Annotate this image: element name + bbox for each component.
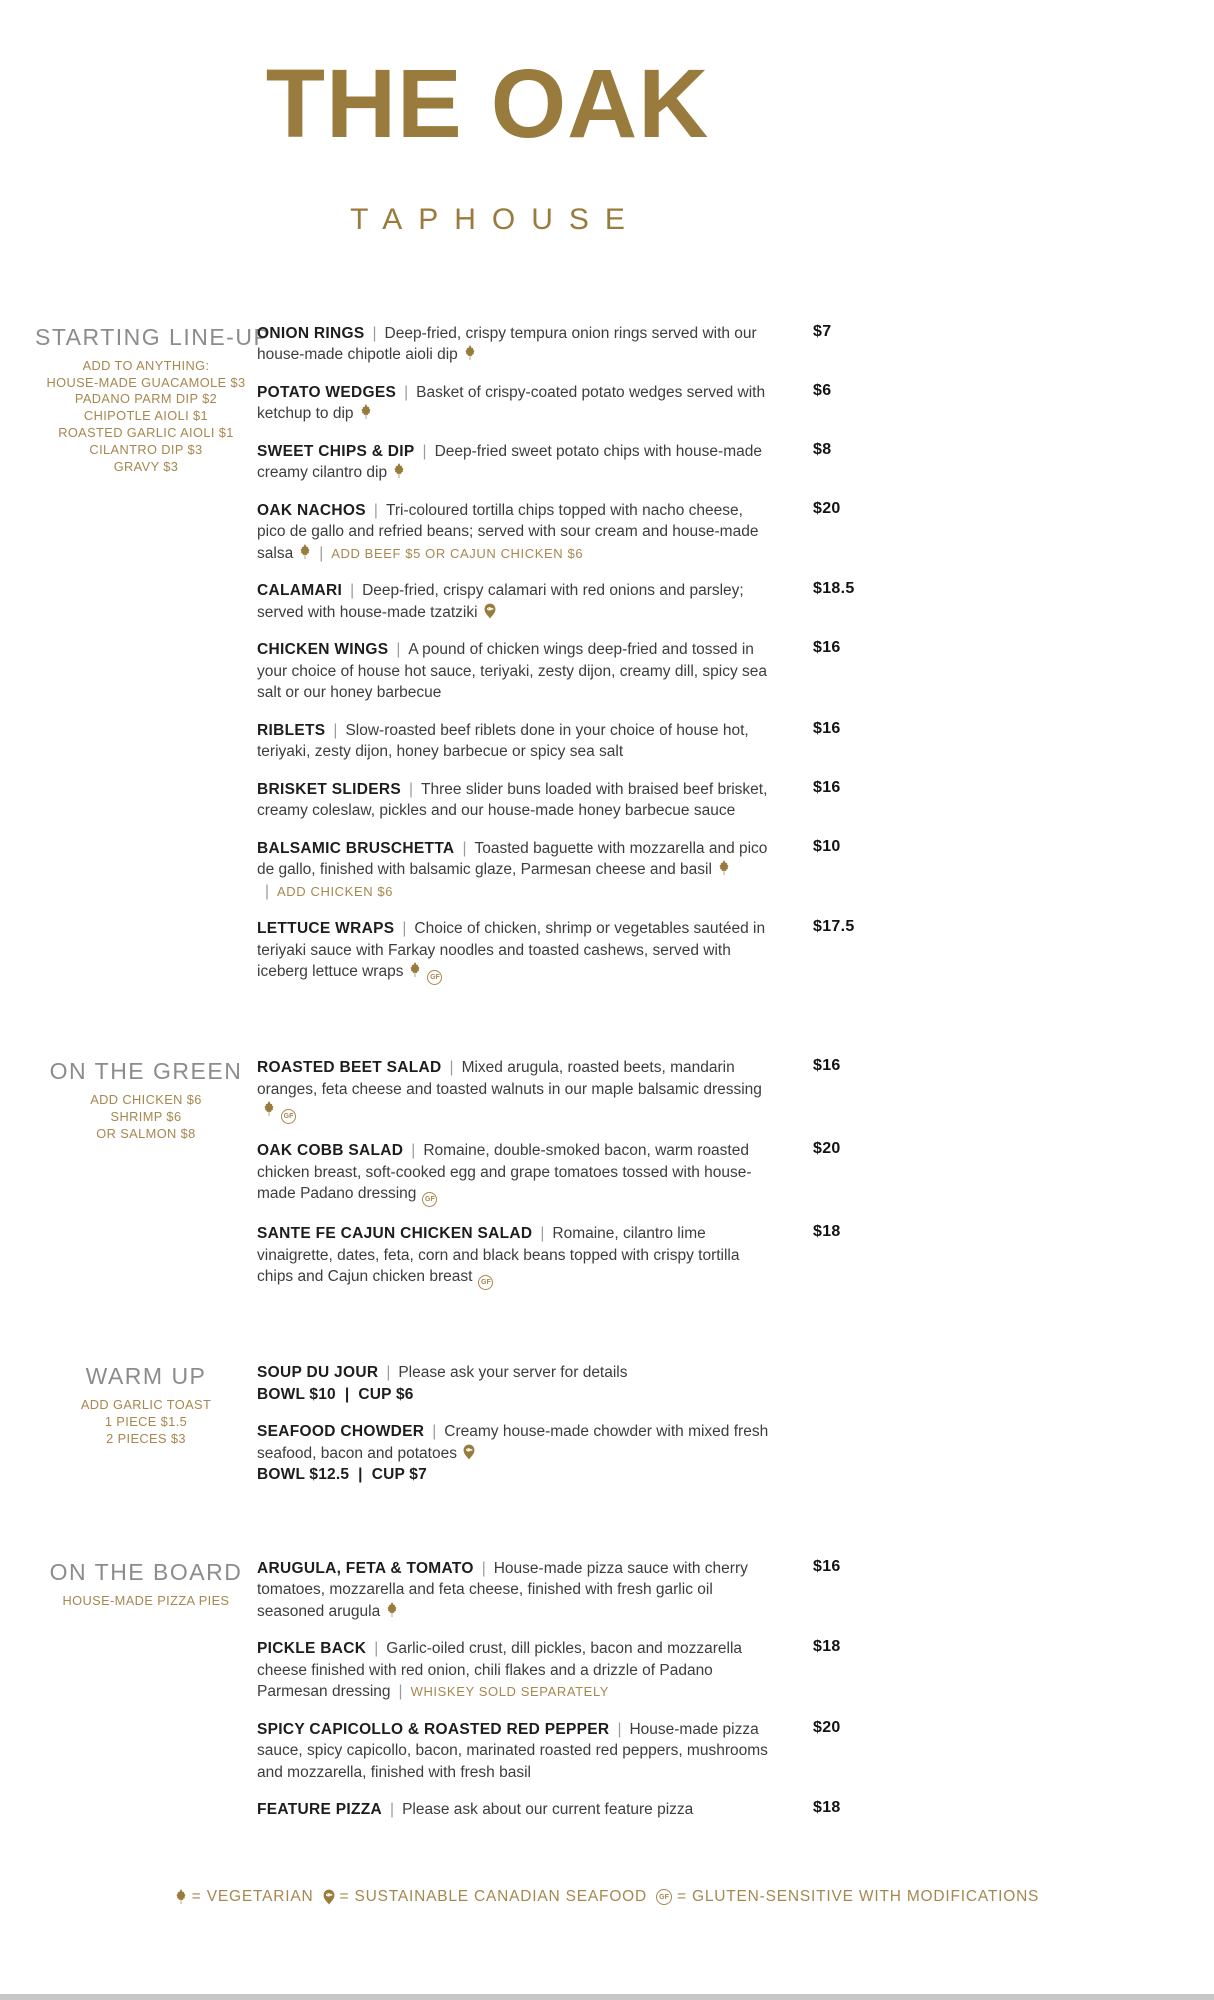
- separator: |: [374, 1640, 379, 1658]
- menu-item-text: [257, 639, 774, 704]
- menu-item-price: $16: [813, 639, 841, 657]
- legend: [0, 1888, 1214, 1906]
- gluten-free-icon: GF: [422, 1192, 437, 1207]
- section-note: PADANO PARM DIP $2: [74, 391, 218, 407]
- menu-item-description: Choice of chicken, shrimp or vegetables sautéed in teriyaki sauce with Farkay noodles and toasted cashews, served with iceberg lettuce wraps: [257, 920, 766, 981]
- oak-leaf-vegetarian-icon: [263, 1101, 275, 1117]
- menu-item-text: [257, 779, 774, 822]
- menu-item: [257, 1140, 870, 1207]
- menu-item-name: LETTUCE WRAPS: [257, 920, 395, 938]
- separator: |: [386, 1364, 391, 1382]
- section-note: HOUSE-MADE GUACAMOLE $3: [46, 374, 246, 390]
- separator: |: [350, 582, 355, 600]
- legend-label: = SUSTAINABLE CANADIAN SEAFOOD: [339, 1888, 648, 1905]
- logo-subtitle: TAPHOUSE: [350, 202, 641, 236]
- menu-item: [257, 1057, 870, 1124]
- section-items: [257, 1362, 870, 1502]
- legend-label: = VEGETARIAN: [191, 1888, 314, 1905]
- menu-section: [35, 1362, 870, 1502]
- menu-item: [257, 639, 870, 704]
- menu-item-name: SANTE FE CAJUN CHICKEN SALAD: [257, 1225, 533, 1243]
- menu-item: [257, 918, 870, 985]
- gluten-free-icon: GF: [478, 1275, 493, 1290]
- menu-item-text: [257, 323, 774, 366]
- oak-leaf-vegetarian-icon: [386, 1602, 398, 1618]
- separator: |: [319, 544, 324, 562]
- menu-item-sizes: BOWL $10 | CUP $6: [257, 1385, 414, 1403]
- seafood-pin-icon: [484, 603, 496, 619]
- gluten-free-icon: GF: [281, 1109, 296, 1124]
- oak-leaf-vegetarian-icon: [393, 463, 405, 479]
- menu-item-price: $10: [813, 837, 841, 855]
- menu-item-price: $16: [813, 719, 841, 737]
- menu-item: [257, 1719, 870, 1784]
- section-items: [257, 1057, 870, 1306]
- section-note: ADD GARLIC TOAST: [80, 1397, 212, 1413]
- menu-item-name: POTATO WEDGES: [257, 383, 397, 401]
- gluten-free-icon: GF: [427, 970, 442, 985]
- section-notes: [35, 1593, 257, 1610]
- oak-leaf-vegetarian-icon: [464, 345, 476, 361]
- separator: |: [422, 442, 427, 460]
- menu-section: [35, 1057, 870, 1306]
- menu-item-text: [257, 1223, 774, 1290]
- menu-item-name: SPICY CAPICOLLO & ROASTED RED PEPPER: [257, 1720, 610, 1738]
- separator: |: [402, 920, 407, 938]
- separator: |: [390, 1801, 395, 1819]
- menu-item: [257, 838, 870, 903]
- oak-leaf-vegetarian-icon: [718, 860, 730, 876]
- menu-section: [35, 1558, 870, 1837]
- menu-sections: [35, 323, 870, 1837]
- legend-item-gluten: [656, 1888, 1039, 1906]
- separator: |: [411, 1142, 416, 1160]
- bottom-strip: [0, 1994, 1214, 2000]
- section-items: [257, 1558, 870, 1837]
- menu-item-name: ONION RINGS: [257, 324, 365, 342]
- section-note: OR SALMON $8: [96, 1125, 196, 1141]
- menu-item-addon: WHISKEY SOLD SEPARATELY: [410, 1684, 610, 1700]
- section-note: GRAVY $3: [113, 458, 179, 474]
- menu-item-description: Deep-fried sweet potato chips with house-made creamy cilantro dip: [257, 442, 762, 482]
- menu-item: [257, 441, 870, 484]
- menu-item-name: BALSAMIC BRUSCHETTA: [257, 839, 455, 857]
- menu-item-text: [257, 382, 774, 425]
- section-note: ADD TO ANYTHING:: [82, 357, 210, 373]
- menu-item: [257, 720, 870, 763]
- menu-item-price: $20: [813, 1140, 841, 1158]
- menu-item-price: $16: [813, 778, 841, 796]
- menu-item: [257, 323, 870, 366]
- separator: |: [372, 324, 377, 342]
- menu-item-description: Mixed arugula, roasted beets, mandarin oranges, feta cheese and toasted walnuts in our maple balsamic dressing: [257, 1059, 762, 1098]
- menu-item-description: Deep-fried, crispy calamari with red onions and parsley; served with house-made tzatziki: [257, 582, 744, 621]
- section-header: [35, 323, 271, 1002]
- menu-item-text: [257, 1799, 774, 1821]
- menu-item-price: $18.5: [813, 580, 855, 598]
- menu-item-price: $6: [813, 381, 832, 399]
- logo: [35, 49, 870, 237]
- separator: |: [432, 1423, 437, 1441]
- menu-item-name: ARUGULA, FETA & TOMATO: [257, 1559, 474, 1577]
- legend-item-seafood: [323, 1888, 648, 1906]
- separator: |: [398, 1683, 403, 1701]
- menu-item-description: Tri-coloured tortilla chips topped with nacho cheese, pico de gallo and refried beans; served with sour cream and house-made salsa: [257, 501, 759, 562]
- menu-content: [35, 0, 870, 1893]
- menu-item-price: $18: [813, 1799, 841, 1817]
- menu-item-name: SWEET CHIPS & DIP: [257, 442, 415, 460]
- section-notes: [35, 1397, 257, 1447]
- menu-item-price: $7: [813, 322, 832, 340]
- menu-item-text: [257, 720, 774, 763]
- menu-item-description: Romaine, double-smoked bacon, warm roasted chicken breast, soft-cooked egg and grape tomatoes tossed with house-made Padano dressing: [257, 1142, 752, 1203]
- menu-item-name: RIBLETS: [257, 721, 326, 739]
- menu-item-price: $8: [813, 440, 832, 458]
- menu-item: [257, 1799, 870, 1821]
- menu-item-name: SEAFOOD CHOWDER: [257, 1423, 425, 1441]
- separator: |: [449, 1059, 454, 1077]
- section-note: SHRIMP $6: [110, 1109, 182, 1125]
- menu-item: [257, 1558, 870, 1623]
- menu-item-description: Creamy house-made chowder with mixed fresh seafood, bacon and potatoes: [257, 1423, 769, 1462]
- separator: |: [462, 839, 467, 857]
- menu-item-description: House-made pizza sauce with cherry tomatoes, mozzarella and feta cheese, finished with fresh garlic oil seasoned arugula: [257, 1559, 748, 1620]
- menu-item-name: FEATURE PIZZA: [257, 1801, 383, 1819]
- menu-item-description: House-made pizza sauce, spicy capicollo, bacon, marinated roasted red peppers, mushrooms and mozzarella, finished with fresh basil: [257, 1720, 768, 1781]
- menu-item-sizes: BOWL $12.5 | CUP $7: [257, 1466, 427, 1484]
- menu-item: [257, 1223, 870, 1290]
- section-note: 1 PIECE $1.5: [104, 1414, 188, 1430]
- section-note: ROASTED GARLIC AIOLI $1: [58, 425, 234, 441]
- menu-item-description: Please ask about our current feature pizza: [402, 1801, 694, 1819]
- section-note: CHIPOTLE AIOLI $1: [83, 408, 209, 424]
- section-title: ON THE GREEN: [49, 1058, 243, 1085]
- menu-item-text: [257, 1638, 774, 1703]
- menu-item-text: [257, 1140, 774, 1207]
- menu-item-text: [257, 500, 774, 565]
- menu-item-price: $16: [813, 1557, 841, 1575]
- menu-item-description: Deep-fried, crispy tempura onion rings served with our house-made chipotle aioli dip: [257, 324, 757, 364]
- oak-leaf-vegetarian-icon: [299, 544, 311, 560]
- legend-label: = GLUTEN-SENSITIVE WITH MODIFICATIONS: [677, 1888, 1040, 1905]
- section-title: WARM UP: [85, 1363, 207, 1390]
- menu-item-price: $18: [813, 1638, 841, 1656]
- menu-item-description: Garlic-oiled crust, dill pickles, bacon and mozzarella cheese finished with red onion, chili flakes and a drizzle of Padano Parmesan dressing: [257, 1640, 743, 1701]
- oak-leaf-vegetarian-icon: [175, 1889, 187, 1905]
- menu-item-price: $17.5: [813, 918, 855, 936]
- section-note: ADD CHICKEN $6: [90, 1092, 202, 1108]
- menu-item-description: Toasted baguette with mozzarella and pico de gallo, finished with balsamic glaze, Parmesan cheese and basil: [257, 839, 768, 879]
- menu-item-name: BRISKET SLIDERS: [257, 780, 402, 798]
- logo-title: THE OAK: [265, 49, 710, 158]
- menu-item-description: Three slider buns loaded with braised beef brisket, creamy coleslaw, pickles and our house-made honey barbecue sauce: [257, 780, 768, 820]
- section-title: ON THE BOARD: [49, 1558, 243, 1585]
- gluten-free-icon: GF: [656, 1889, 672, 1905]
- menu-item-name: CHICKEN WINGS: [257, 641, 389, 659]
- menu-item-text: [257, 838, 774, 903]
- separator: |: [396, 641, 401, 659]
- menu-item-name: OAK NACHOS: [257, 501, 366, 519]
- menu-item: [257, 382, 870, 425]
- section-note: 2 PIECES $3: [106, 1430, 186, 1446]
- section-items: [257, 323, 870, 1002]
- menu-item-description: Romaine, cilantro lime vinaigrette, dates, feta, corn and black beans topped with crispy tortilla chips and Cajun chicken breast: [257, 1225, 740, 1286]
- menu-item-price: $16: [813, 1057, 841, 1075]
- menu-item-price: $18: [813, 1223, 841, 1241]
- menu-item-description: Basket of crispy-coated potato wedges served with ketchup to dip: [257, 383, 766, 423]
- separator: |: [617, 1720, 622, 1738]
- menu-item: [257, 1362, 870, 1405]
- separator: |: [409, 780, 414, 798]
- oak-leaf-vegetarian-icon: [409, 962, 421, 978]
- section-note: CILANTRO DIP $3: [89, 441, 203, 457]
- menu-item-text: [257, 1421, 774, 1486]
- menu-item-description: A pound of chicken wings deep-fried and tossed in your choice of house hot sauce, teriyaki, zesty dijon, creamy dill, spicy sea salt or our honey barbecue: [257, 641, 768, 702]
- separator: |: [481, 1559, 486, 1577]
- menu-item-description: Please ask your server for details: [398, 1364, 628, 1382]
- section-header: [35, 1558, 257, 1837]
- seafood-pin-icon: [323, 1889, 335, 1905]
- section-note: HOUSE-MADE PIZZA PIES: [62, 1592, 230, 1608]
- section-title: STARTING LINE-UP: [35, 323, 271, 350]
- menu-section: [35, 323, 870, 1002]
- menu-item-text: [257, 918, 774, 985]
- menu-item-text: [257, 1719, 774, 1784]
- section-notes: [35, 1092, 257, 1142]
- menu-item-name: ROASTED BEET SALAD: [257, 1059, 442, 1077]
- seafood-pin-icon: [463, 1444, 475, 1460]
- menu-item-name: PICKLE BACK: [257, 1640, 367, 1658]
- menu-item-text: [257, 1558, 774, 1623]
- menu-item-description: Slow-roasted beef riblets done in your choice of house hot, teriyaki, zesty dijon, honey barbecue or spicy sea salt: [257, 721, 749, 761]
- menu-item-text: [257, 1057, 774, 1124]
- menu-item-text: [257, 1362, 774, 1405]
- separator: |: [373, 501, 378, 519]
- menu-item-price: $20: [813, 499, 841, 517]
- menu-item-text: [257, 441, 774, 484]
- section-notes: [35, 358, 257, 476]
- separator: |: [265, 882, 270, 900]
- separator: |: [333, 721, 338, 739]
- menu-item-name: OAK COBB SALAD: [257, 1142, 404, 1160]
- menu-item-text: [257, 580, 774, 623]
- menu-item-addon: ADD BEEF $5 OR CAJUN CHICKEN $6: [331, 545, 584, 561]
- menu-item-price: $20: [813, 1718, 841, 1736]
- separator: |: [404, 383, 409, 401]
- menu-item: [257, 500, 870, 565]
- menu-item-addon: ADD CHICKEN $6: [277, 883, 394, 899]
- menu-item: [257, 1638, 870, 1703]
- menu-item: [257, 580, 870, 623]
- section-header: [35, 1362, 257, 1502]
- oak-leaf-vegetarian-icon: [360, 404, 372, 420]
- menu-item-name: CALAMARI: [257, 582, 343, 600]
- separator: |: [540, 1225, 545, 1243]
- section-header: [35, 1057, 257, 1306]
- legend-item-vegetarian: [175, 1888, 314, 1906]
- menu-item-name: SOUP DU JOUR: [257, 1364, 379, 1382]
- menu-item: [257, 1421, 870, 1486]
- menu-item: [257, 779, 870, 822]
